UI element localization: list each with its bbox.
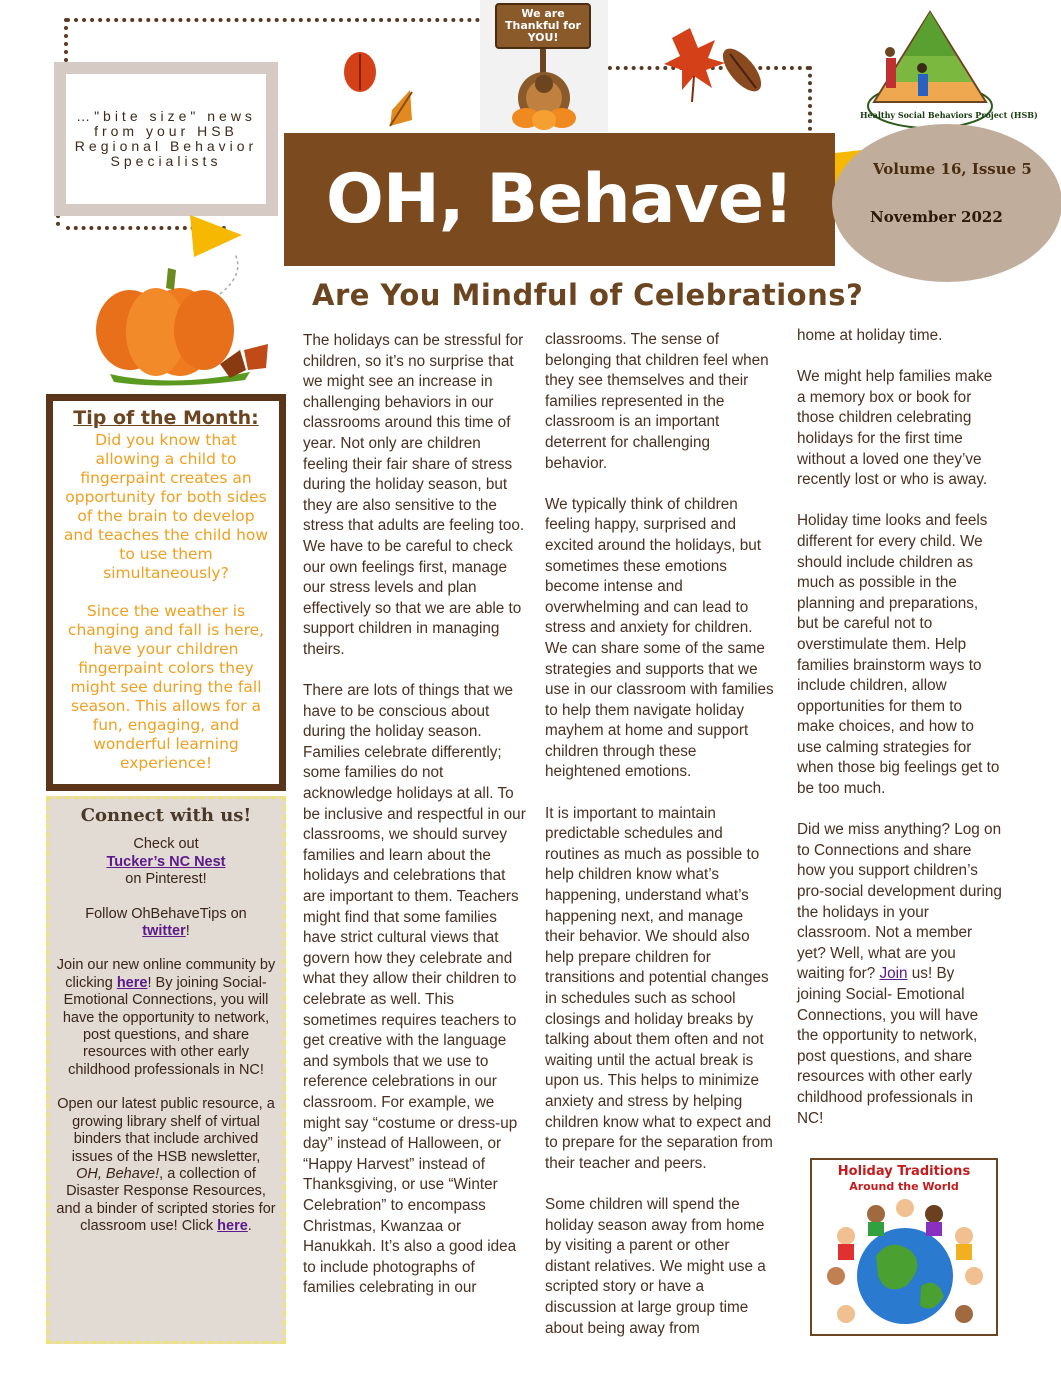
article-paragraph: home at holiday time. <box>797 327 943 344</box>
article-headline: Are You Mindful of Celebrations? <box>312 278 864 312</box>
article-paragraph: Holiday time looks and feels different for every child. We should include children as much as possible in the planning and preparations, but be careful not to overstimulate them. Help families brainstorm ways to include children, allow opportunities for them to make choices, and how to use calming strategies for when those big feelings get to be too much. <box>797 512 1000 798</box>
article-paragraph: It is important to maintain predictable schedules and routines as much as possible to help children know what’s happening, understand what’s happening next, and manage their behavior. We should also help prepare children for transitions and potential changes in schedules such as school closings and holiday breaks by talking about them often and not waiting until the actual break is upon us. This helps to minimize anxiety and stress by helping children know what to expect and to prepare for the separation from their teacher and peers. <box>545 804 773 1172</box>
yellow-flag-left-icon <box>190 215 246 259</box>
community-here-link[interactable]: here <box>116 974 148 991</box>
traditions-title-line1: Holiday Traditions <box>837 1164 971 1179</box>
bite-size-inner <box>66 74 266 204</box>
tip-of-the-month-box <box>46 394 286 791</box>
community-paragraph: Join our new online community by clicking here! By joining Social- Emotional Connections, you will have the opportunity to network, post questions, and share resources with other early childhood professionals in NC! <box>56 957 276 1078</box>
autumn-leaves-top-icon <box>660 18 770 118</box>
connect-title: Connect with us! <box>80 805 252 826</box>
article-column-3 <box>797 326 1002 1150</box>
holiday-traditions-image <box>810 1158 998 1336</box>
thankful-sign-text: We are Thankful for YOU! <box>505 7 581 44</box>
issue-info-oval <box>832 124 1061 282</box>
dotted-border-left <box>64 18 68 62</box>
twitter-link[interactable]: twitter <box>142 923 186 940</box>
article-column-1 <box>303 331 529 1320</box>
newsletter-title: OH, Behave! <box>326 160 793 239</box>
pinterest-paragraph: Check out Tucker’s NC Nest on Pinterest! <box>106 836 226 888</box>
tip-title: Tip of the Month: <box>73 407 259 429</box>
pumpkin-illustration <box>70 254 290 388</box>
resource-here-link[interactable]: here <box>217 1218 248 1235</box>
pinterest-link[interactable]: Tucker’s NC Nest <box>106 853 226 870</box>
article-paragraph: Some children will spend the holiday season away from home by visiting a parent or other distant relatives. We might use a scripted story or have a discussion at large group time about being away from <box>545 1195 766 1337</box>
connect-with-us-box <box>46 796 286 1344</box>
globe-children-illustration <box>816 1196 994 1332</box>
article-column-2 <box>545 330 775 1360</box>
article-paragraph: classrooms. The sense of belonging that children feel when they see themselves and their families represented in the classroom is an important deterrent for challenging behavior. <box>545 331 769 472</box>
masthead-banner <box>284 133 835 266</box>
bite-size-box <box>54 62 278 216</box>
article-paragraph: There are lots of things that we have to be conscious about during the holiday season. Families celebrate differently; some families do not acknowledge holidays at all. To be inclusive and respectful in our classrooms, we should survey families and learn about the holidays and celebrations that are important to them. Teachers might find that some families have strict cultural views that govern how they celebrate and what they allow their children to celebrate as well. This sometimes requires teachers to get creative with the language and symbols that we use to reference celebrations in our classroom. For example, we might say “costume or dress-up day” instead of Halloween, or “Happy Harvest” instead of Thanksgiving, or use “Winter Celebration” to encompass Christmas, Kwanzaa or Hanukkah. It’s also a good idea to include photographs of families celebrating in our <box>303 682 526 1297</box>
article-paragraph: We typically think of children feeling happy, surprised and excited around the holidays, but sometimes these emotions become intense and overwhelming and can lead to stress and anxiety for children. We can share some of the same strategies and supports that we use in our classroom with families to help them navigate holiday mayhem at home and support children through these heightened emotions. <box>545 495 774 781</box>
hanging-leaves-icon <box>340 50 420 130</box>
twitter-paragraph: Follow OhBehaveTips on twitter! <box>85 905 247 940</box>
traditions-title-line2: Around the World <box>849 1180 959 1193</box>
dotted-border-top <box>66 18 496 22</box>
article-paragraph-connections: Did we miss anything? Log on to Connections and share how you support children’s pro-social development during the holidays in your classroom. Not a member yet? Well, what are you waiting for? Join us! By joining Social- Emotional Connections, you will have the opportunity to network, post questions, and share resources with other early childhood professionals in NC! <box>797 821 1002 1127</box>
article-paragraph: The holidays can be stressful for children, so it’s no surprise that we might see an increase in challenging behaviors in our classrooms around this time of year. Not only are children feeling their fair share of stress during the holiday season, but they are also sensitive to the stress that adults are feeling too. We have to be careful to check our own feelings first, manage our stress levels and plan effectively so that we are able to support children in managing theirs. <box>303 332 525 658</box>
article-paragraph: We might help families make a memory box or book for those children celebrating holidays for the first time without a loved one they’ve recently lost or who is away. <box>797 368 993 489</box>
resource-paragraph: Open our latest public resource, a growing library shelf of virtual binders that include archived issues of the HSB newsletter, OH, Behave!, a collection of Disaster Response Resources, and a binder of scripted stories for classroom use! Click here. <box>56 1096 276 1235</box>
bite-size-text: …"bite size" news from your HSB Regional Behavior Specialists <box>74 108 258 169</box>
volume-issue: Volume 16, Issue 5 <box>873 160 1032 178</box>
tip-paragraph-2: Since the weather is changing and fall is here, have your children fingerpaint colors they might see during the fall season. This allows for a fun, engaging, and wonderful learning experience! <box>67 602 265 772</box>
hsb-logo-caption: Healthy Social Behaviors Project (HSB) <box>860 110 1038 120</box>
issue-date: November 2022 <box>870 208 1003 226</box>
join-link[interactable]: Join <box>879 965 908 983</box>
tip-paragraph-1: Did you know that allowing a child to fingerpaint creates an opportunity for both sides of the brain to develop and teaches the child how to use them simultaneously? <box>63 431 269 582</box>
